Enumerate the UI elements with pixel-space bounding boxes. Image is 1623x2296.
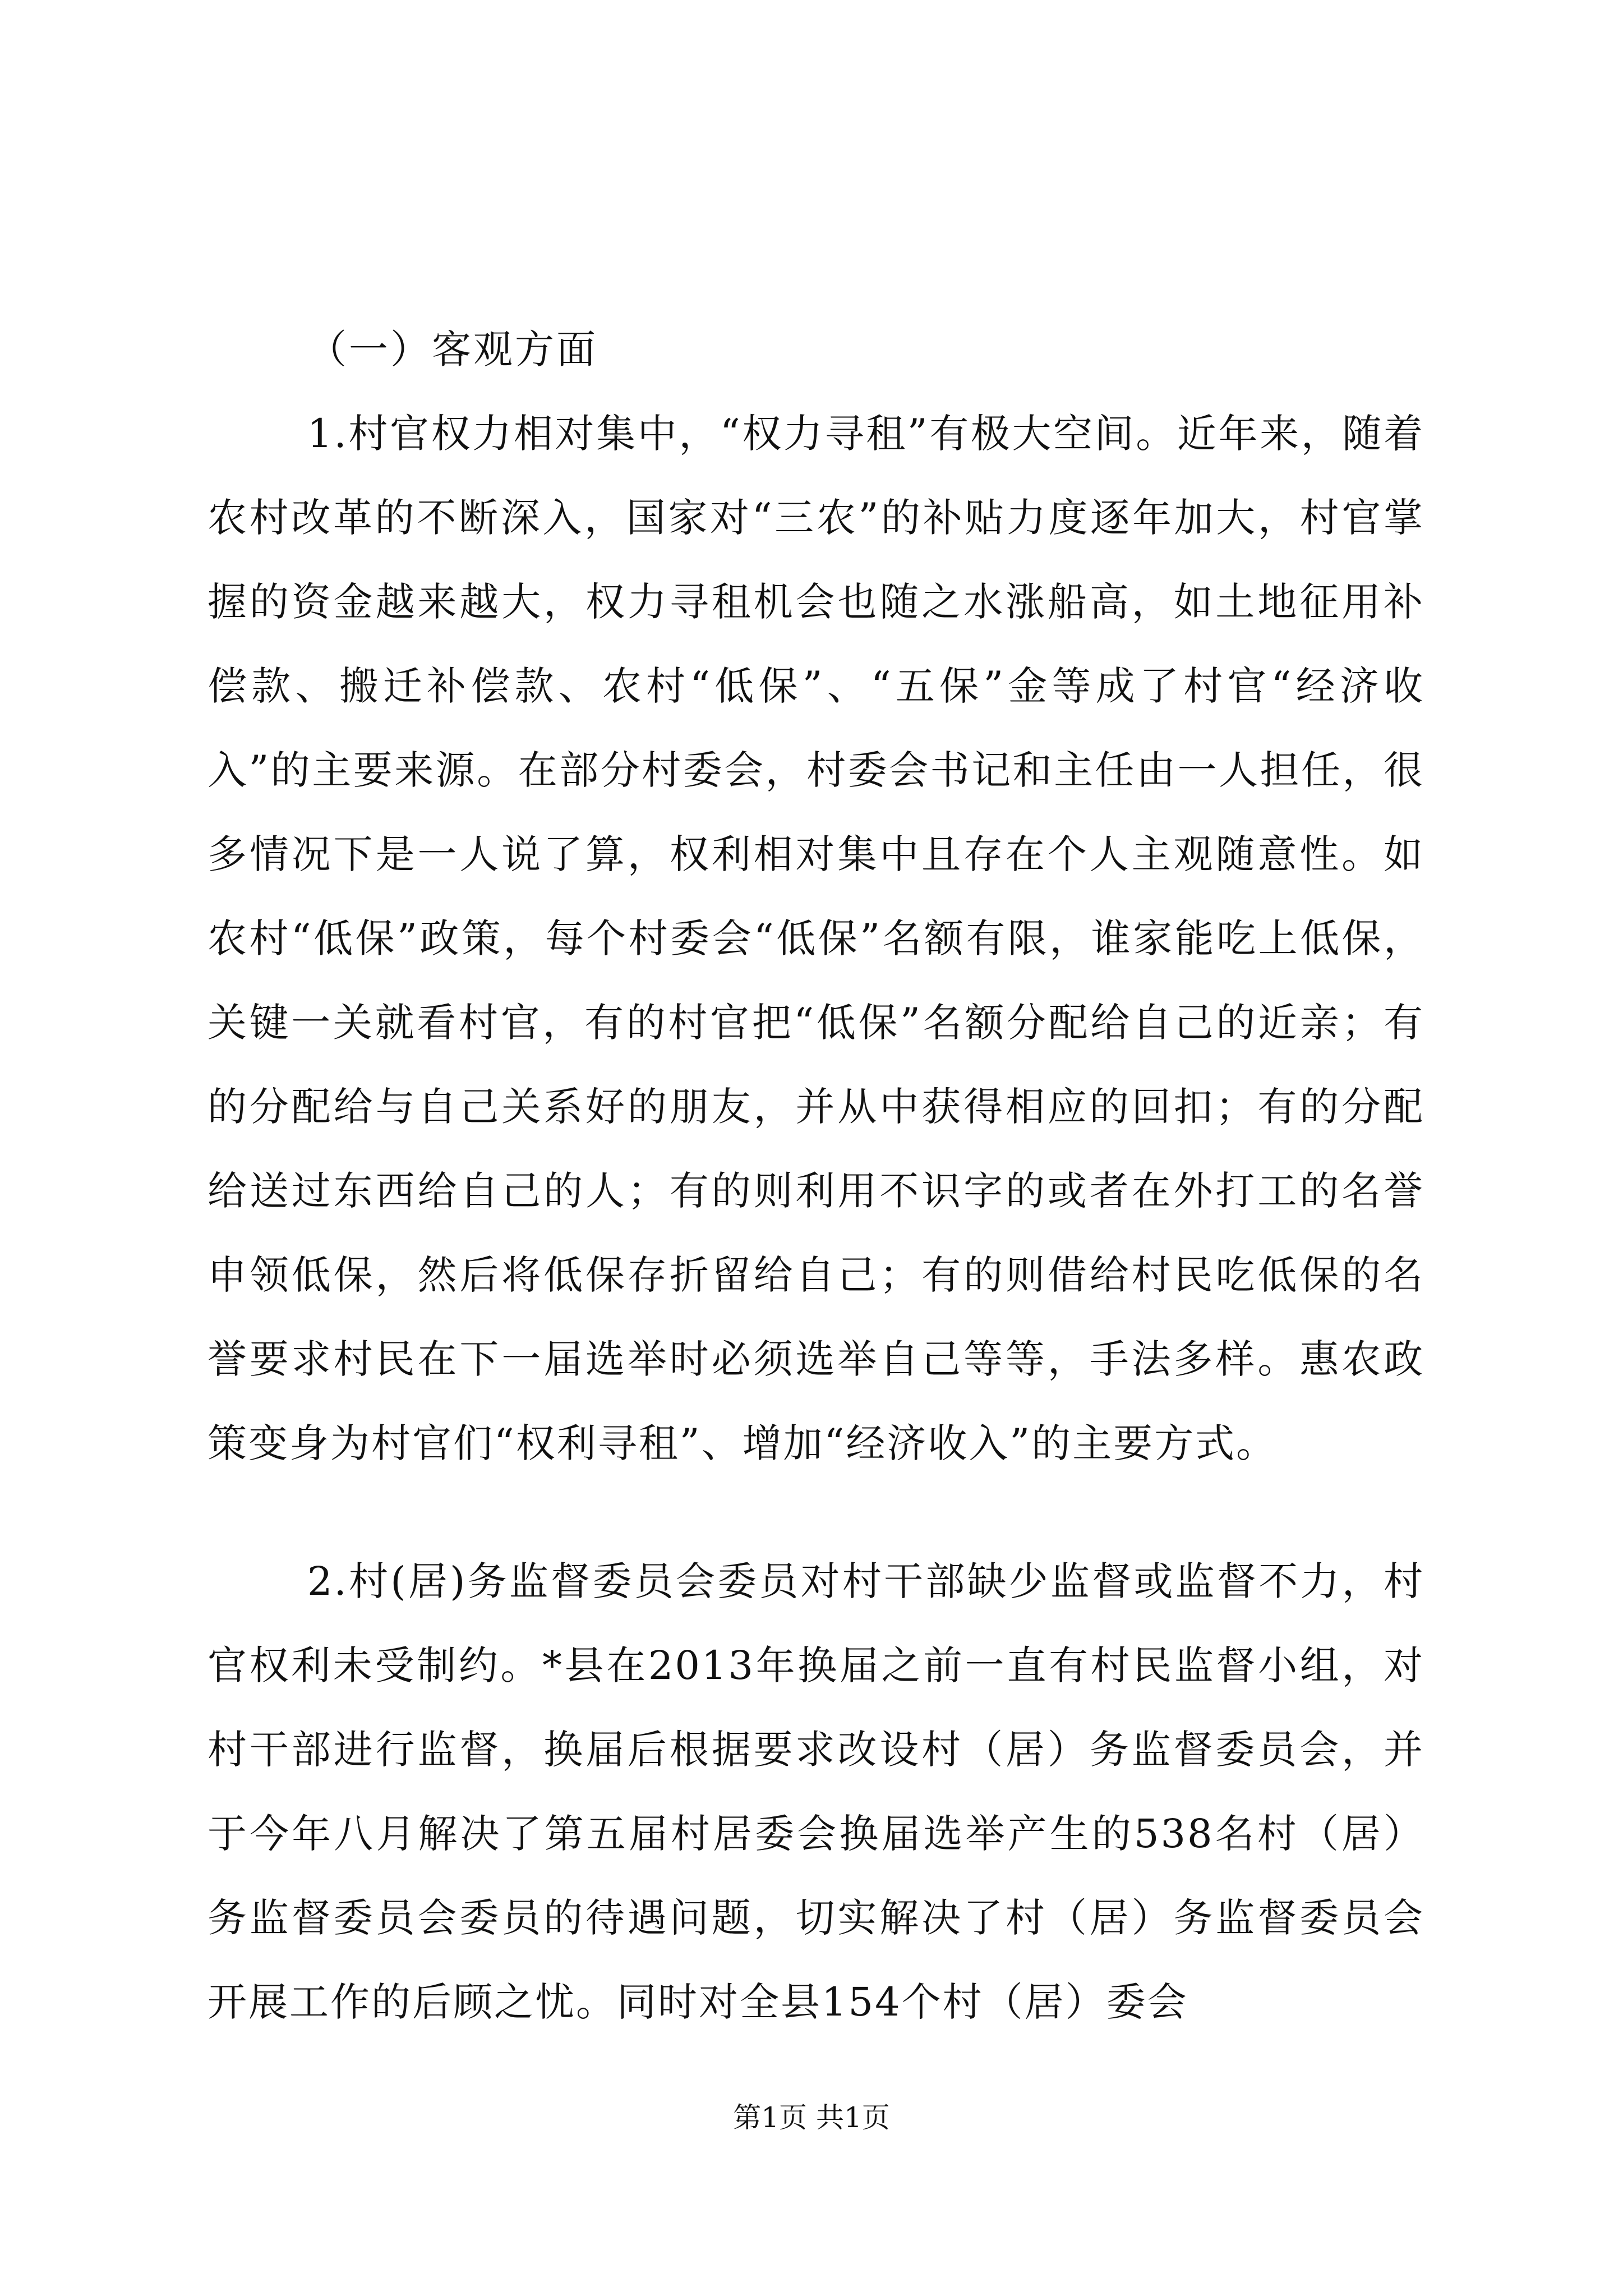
page-footer: 第1页 共1页 [733,2101,890,2134]
paragraph-1: 1.村官权力相对集中，“权力寻租”有极大空间。近年来，随着农村改革的不断深入，国家对“三农”的补贴力度逐年加大，村官掌握的资金越来越大，权力寻租机会也随之水涨船高，如土地征用补偿款、搬迁补偿款、农村“低保”、“五保”金等成了村官“经济收入”的主要来源。在部分村委会，村委会书记和主任由一人担任，很多情况下是一人说了算，权利相对集中且存在个人主观随意性。如农村“低保”政策，每个村委会“低保”名额有限，谁家能吃上低保，关键一关就看村官，有的村官把“低保”名额分配给自己的近亲；有的分配给与自己关系好的朋友，并从中获得相应的回扣；有的分配给送过东西给自己的人；有的则利用不识字的或者在外打工的名誉申领低保，然后将低保存折留给自己；有的则借给村民吃低保的名誉要求村民在下一届选举时必须选举自己等等，手法多样。惠农政策变身为村官们“权利寻租”、增加“经济收入”的主要方式。 [208,411,1424,1466]
paragraph-2: 2.村(居)务监督委员会委员对村干部缺少监督或监督不力，村官权利未受制约。*县在2013年换届之前一直有村民监督小组，对村干部进行监督，换届后根据要求改设村（居）务监督委员会，并于今年八月解决了第五届村居委会换届选举产生的538名村（居）务监督委员会委员的待遇问题，切实解决了村（居）务监督委员会开展工作的后顾之忧。同时对全县154个村（居）委会 [208,1558,1424,2025]
section-heading: （一）客观方面 [307,326,598,372]
